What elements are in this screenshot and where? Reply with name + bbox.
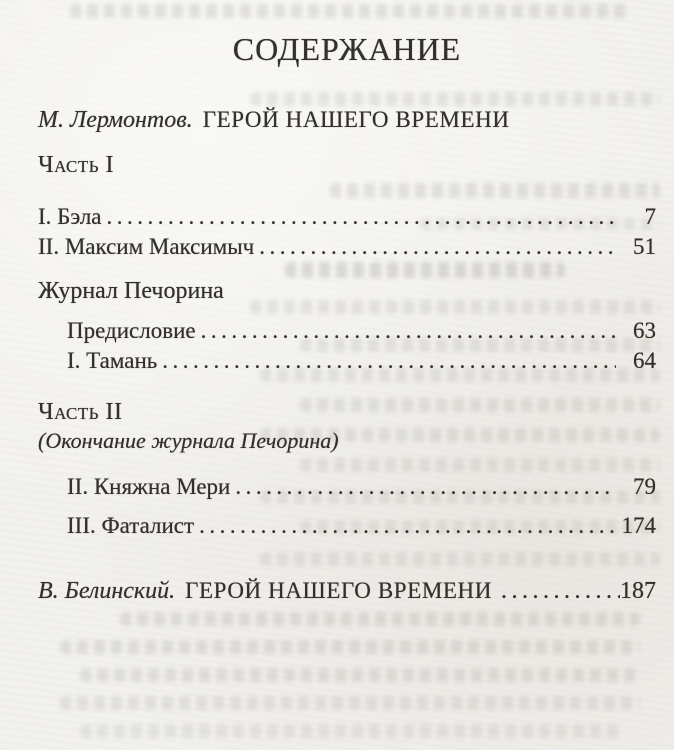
dot-leader [157, 346, 616, 376]
toc-entry-fatalist [67, 511, 656, 541]
dot-leader [102, 202, 616, 232]
dot-leader [194, 511, 616, 541]
part1-entries [38, 202, 656, 262]
work-heading-lermontov [38, 105, 656, 135]
part2-entries [38, 472, 656, 541]
journal-entries [38, 316, 656, 376]
dot-leader [230, 472, 616, 502]
author-name: В. Белинский. [38, 578, 176, 604]
entry-page-number: 63 [633, 318, 656, 343]
toc-entry-predislovie [67, 316, 656, 346]
showthrough-line [80, 724, 620, 738]
author-name: М. Лермонтов. [38, 107, 193, 133]
toc-entry-knyazhna-meri [67, 472, 656, 502]
toc-entry-taman [67, 346, 656, 376]
entry-label: I. Бэла [38, 204, 102, 229]
part1-heading: Часть I [38, 152, 115, 178]
entry-page-number: 174 [621, 513, 656, 538]
entry-label: I. Тамань [67, 348, 158, 373]
entry-label: II. Максим Максимыч [38, 234, 255, 259]
showthrough-line [60, 696, 640, 710]
entry-page-number: 51 [633, 234, 656, 259]
work-title: ГЕРОЙ НАШЕГО ВРЕМЕНИ [202, 107, 510, 132]
toc-entry-maksim [38, 232, 656, 262]
dot-leader [254, 232, 616, 262]
entry-label: III. Фаталист [67, 513, 195, 538]
toc-title: СОДЕРЖАНИЕ [232, 31, 462, 67]
entry-page-number: 7 [644, 204, 656, 229]
journal-heading: Журнал Печорина [38, 278, 224, 304]
entry-page-number: 64 [633, 348, 656, 373]
showthrough-line [60, 640, 640, 654]
showthrough-line [70, 4, 630, 18]
entry-page-number: 79 [633, 474, 656, 499]
showthrough-line [80, 668, 640, 682]
entry-label: II. Княжна Мери [67, 474, 231, 499]
toc-content [0, 29, 674, 606]
work-title: ГЕРОЙ НАШЕГО ВРЕМЕНИ [185, 578, 492, 603]
dot-leader [196, 316, 616, 346]
toc-entry-bela [38, 202, 656, 232]
showthrough-line [120, 612, 640, 626]
entry-label: Предисловие [67, 318, 196, 343]
entry-page-number: 187 [620, 578, 656, 604]
work-heading-belinsky [38, 576, 656, 606]
part2-heading: Часть II [38, 399, 123, 425]
part2-subtitle: (Окончание журнала Печорина) [38, 428, 339, 453]
dot-leader [492, 576, 620, 606]
